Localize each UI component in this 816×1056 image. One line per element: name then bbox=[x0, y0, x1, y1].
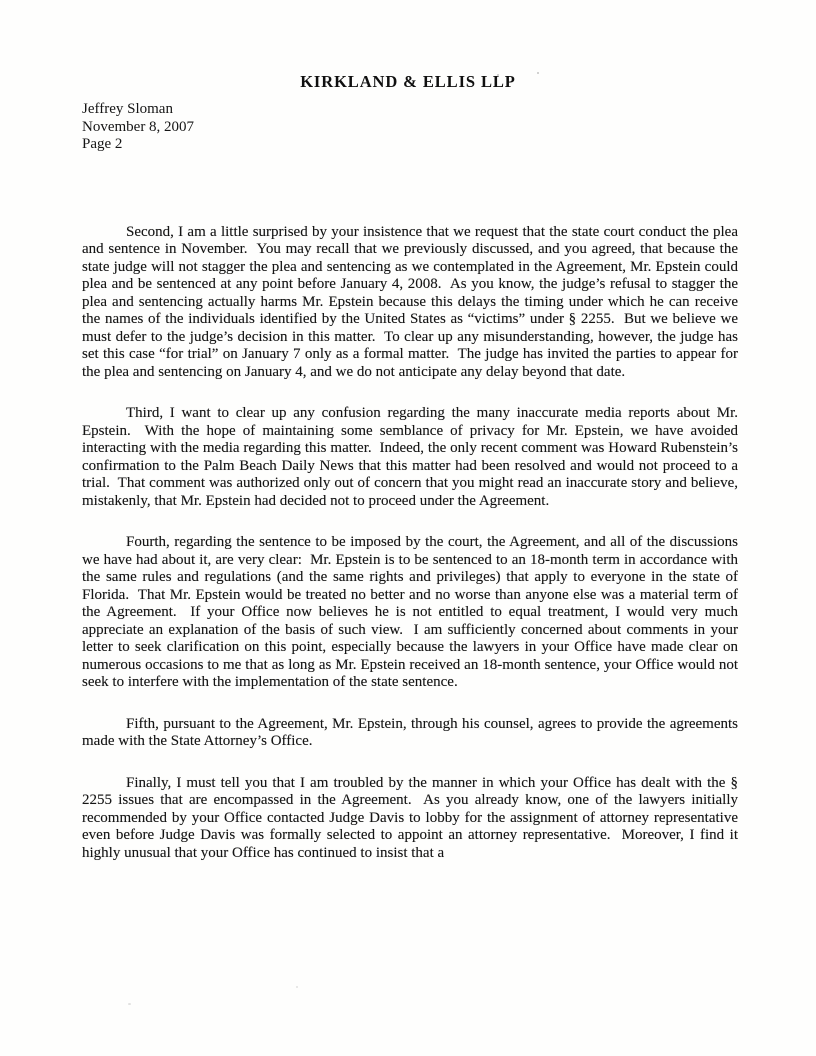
paragraph-fifth: Fifth, pursuant to the Agreement, Mr. Epstein, through his counsel, agrees to provide the agreements made with the State Attorney’s Office. bbox=[82, 715, 742, 749]
paragraph-fourth: Fourth, regarding the sentence to be imposed by the court, the Agreement, and all of the discussions we have had about it, are very clear: Mr. Epstein is to be sentenced to an 18-month term in accordance with the same rules and regulations (and the same rights and privileges) that apply to everyone in the state of Florida. That Mr. Epstein would be treated no better and no worse than anyone else was a material term of the Agreement. If your Office now believes he is not entitled to equal treatment, I would very much appreciate an explanation of the basis of such view. I am sufficiently concerned about comments in your letter to seek clarification on this point, especially because the lawyers in your Office have made clear on numerous occasions to me that as long as Mr. Epstein received an 18-month sentence, your Office would not seek to interfere with the implementation of the state sentence. bbox=[82, 534, 742, 690]
recipient-name: Jeffrey Sloman bbox=[82, 101, 173, 117]
letter-date: November 8, 2007 bbox=[82, 118, 195, 135]
scan-speck bbox=[128, 1003, 131, 1005]
letter-body bbox=[82, 223, 742, 863]
scan-speck bbox=[296, 986, 298, 988]
paragraph-second: Second, I am a little surprised by your insistence that we request that the state court conduct the plea and sentence in November. You may recall that we previously discussed, and you agreed, that because the state judge will not stagger the plea and sentencing as we contemplated in the Agreement, Mr. Epstein could plea and be sentenced at any point before January 4, 2008. As you know, the judge’s refusal to stagger the plea and sentencing actually harms Mr. Epstein because this delays the timing under which he can receive the names of the individuals identified by the United States as “victims” under § 2255. But we believe we must defer to the judge’s decision in this matter. To clear up any misunderstanding, however, the judge has set this case “for trial” on January 7 only as a formal matter. The judge has invited the parties to appear for the plea and sentencing on January 4, and we do not anticipate any delay beyond that date. bbox=[82, 223, 742, 380]
scan-speck bbox=[497, 74, 499, 76]
recipient-block bbox=[82, 101, 738, 154]
page-number-label: Page 2 bbox=[82, 136, 123, 152]
firm-letterhead: KIRKLAND & ELLIS LLP bbox=[300, 72, 516, 91]
paragraph-third: Third, I want to clear up any confusion regarding the many inaccurate media reports about Mr. Epstein. With the hope of maintaining some semblance of privacy for Mr. Epstein, we have avoided interacting with the media regarding this matter. Indeed, the only recent comment was Howard Rubenstein’s confirmation to the Palm Beach Daily News that this matter had been resolved and would not proceed to a trial. That comment was authorized only out of concern that you might read an inaccurate story and believe, mistakenly, that Mr. Epstein had decided not to proceed under the Agreement. bbox=[82, 405, 742, 509]
scan-speck bbox=[537, 72, 539, 74]
paragraph-finally: Finally, I must tell you that I am troubled by the manner in which your Office has dealt with the § 2255 issues that are encompassed in the Agreement. As you already know, one of the lawyers initially recommended by your Office contacted Judge Davis to lobby for the assignment of attorney representative even before Judge Davis was formally selected to appoint an attorney representative. Moreover, I find it highly unusual that your Office has continued to insist that a bbox=[82, 774, 742, 861]
